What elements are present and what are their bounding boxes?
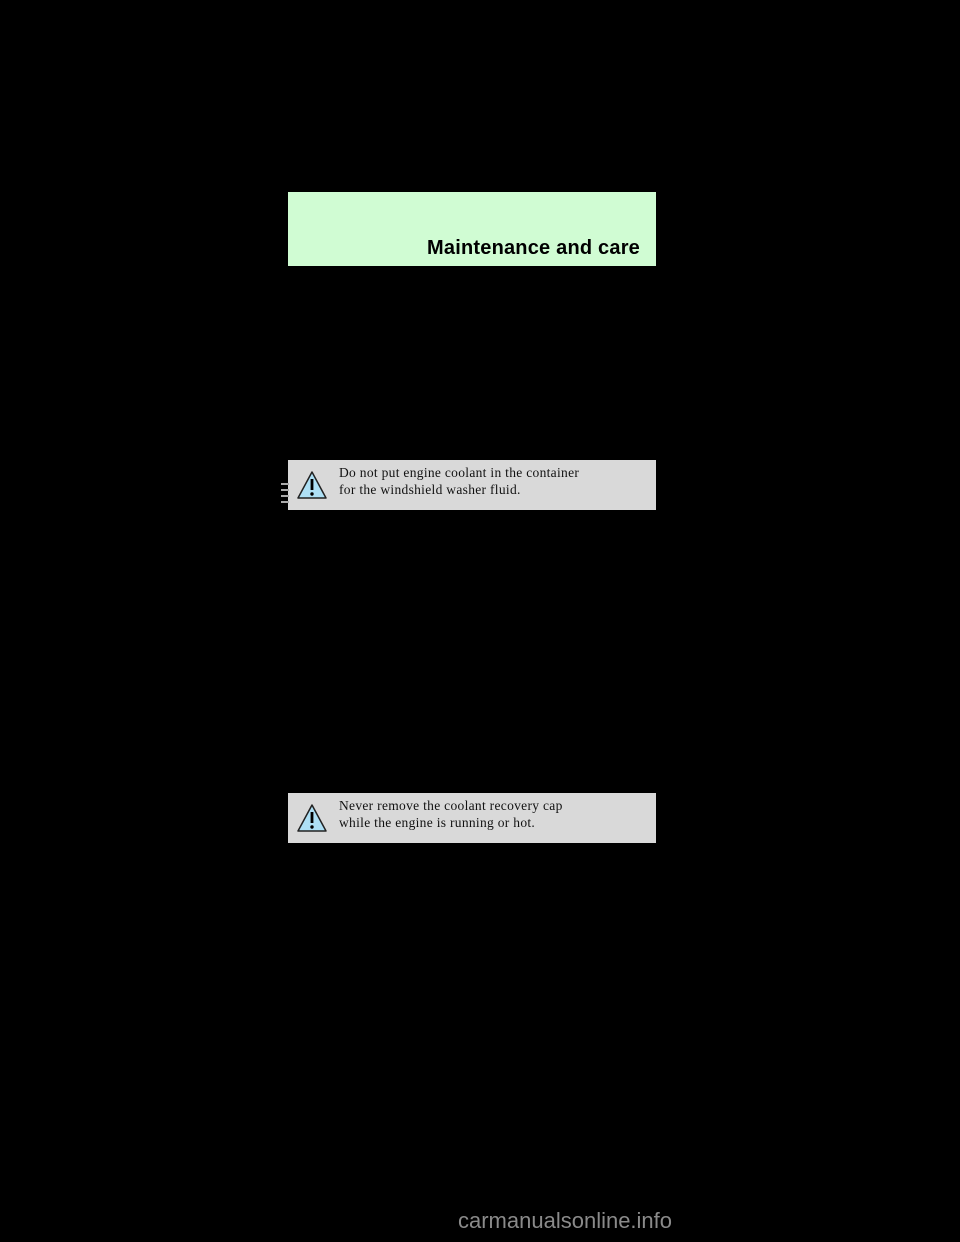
revision-marks (281, 483, 291, 511)
warning-box-recovery-cap (288, 793, 656, 843)
watermark-link[interactable]: carmanualsonline.info (458, 1208, 673, 1233)
warning-triangle-icon (296, 803, 328, 833)
warning-line-2: for the windshield washer fluid. (339, 481, 521, 497)
warning-text (339, 465, 579, 498)
warning-triangle-icon (296, 470, 328, 500)
warning-text (339, 798, 563, 831)
warning-box-coolant-container (288, 460, 656, 510)
warning-line-2: while the engine is running or hot. (339, 814, 536, 830)
section-title: Maintenance and care (427, 237, 640, 259)
warning-line-1: Never remove the coolant recovery cap (339, 798, 563, 813)
warning-line-1: Do not put engine coolant in the container (339, 465, 580, 480)
section-header-band (288, 192, 656, 266)
